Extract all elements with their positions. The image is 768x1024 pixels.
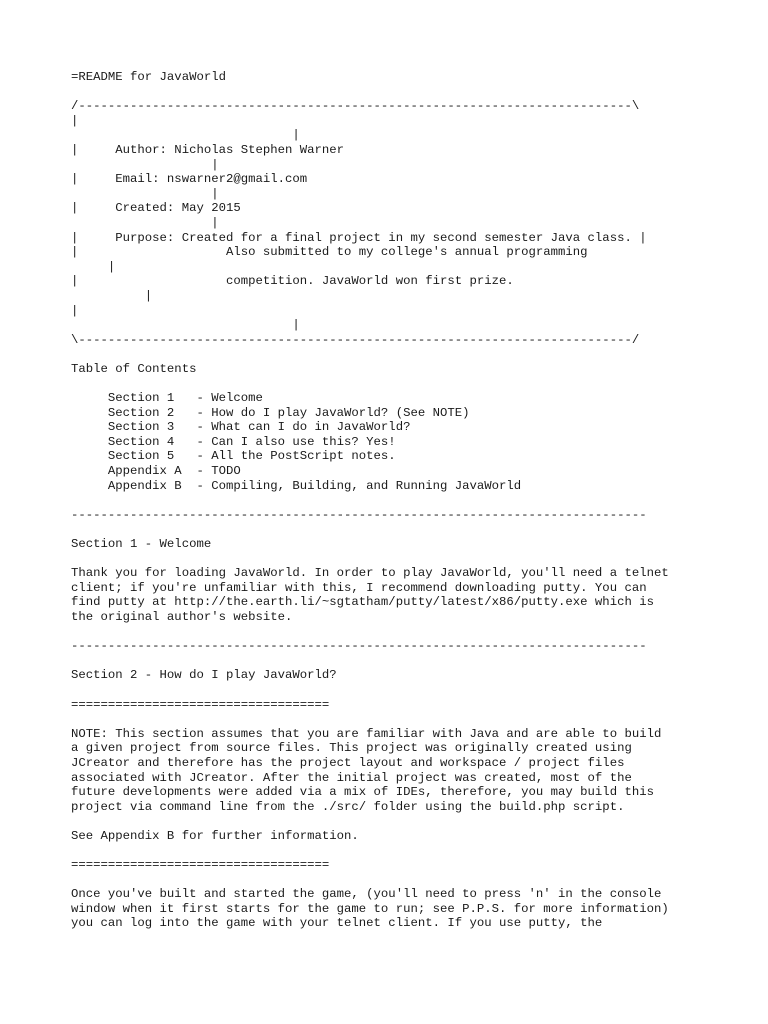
document-line: /---------------------------------------------------------------------------\ (71, 99, 640, 114)
document-line: | (71, 113, 79, 128)
document-line: | (71, 186, 219, 201)
document-line: Section 4 - Can I also use this? Yes! (71, 434, 396, 449)
document-line: \---------------------------------------------------------------------------/ (71, 332, 640, 347)
document-line: | (71, 259, 116, 274)
document-line: | Created: May 2015 (71, 201, 241, 216)
document-line: Once you've built and started the game, (you'll need to press 'n' in the console (71, 887, 662, 902)
document-line: Appendix B - Compiling, Building, and Running JavaWorld (71, 478, 522, 493)
document-line: | Email: nswarner2@gmail.com (71, 172, 308, 187)
document-line: JCreator and therefore has the project layout and workspace / project files (71, 755, 625, 770)
document-line: Section 5 - All the PostScript notes. (71, 449, 396, 464)
document-line: future developments were added via a mix of IDEs, therefore, you may build this (71, 785, 654, 800)
document-line: Section 3 - What can I do in JavaWorld? (71, 420, 411, 435)
document-line: Section 2 - How do I play JavaWorld? (See NOTE) (71, 405, 470, 420)
document-line: | (71, 288, 153, 303)
document-line: associated with JCreator. After the initial project was created, most of the (71, 770, 632, 785)
document-line (71, 654, 761, 669)
document-line: | competition. JavaWorld won first prize. (71, 274, 514, 289)
document-line: project via command line from the ./src/ folder using the build.php script. (71, 799, 625, 814)
document-line (71, 683, 761, 698)
document-line: Thank you for loading JavaWorld. In order to play JavaWorld, you'll need a telnet (71, 566, 669, 581)
document-line: you can log into the game with your telnet client. If you use putty, the (71, 916, 603, 931)
document-line: | (71, 215, 219, 230)
document-line: | Also submitted to my college's annual programming (71, 245, 588, 260)
document-line (71, 873, 761, 888)
document-line: window when it first starts for the game to run; see P.P.S. for more information) (71, 901, 669, 916)
document-line: =README for JavaWorld (71, 70, 226, 84)
document-line: ------------------------------------------------------------------------------ (71, 639, 647, 654)
document-line: Section 2 - How do I play JavaWorld? (71, 668, 337, 683)
document-line: | (71, 303, 79, 318)
document-line: | Author: Nicholas Stephen Warner (71, 142, 345, 157)
document-line: | (71, 318, 300, 333)
document-line: See Appendix B for further information. (71, 828, 359, 843)
document-line: NOTE: This section assumes that you are familiar with Java and are able to build (71, 726, 662, 741)
document-line (71, 552, 761, 567)
document-line: ------------------------------------------------------------------------------ (71, 507, 647, 522)
document-line (71, 625, 761, 640)
document-line: =================================== (71, 697, 330, 712)
document-line (71, 85, 761, 100)
document-line: | (71, 157, 219, 172)
document-line: the original author's website. (71, 609, 293, 624)
document-line (71, 376, 761, 391)
document-body (71, 70, 761, 931)
document-line (71, 814, 761, 829)
document-line (71, 712, 761, 727)
document-line: Section 1 - Welcome (71, 391, 263, 406)
document-line: a given project from source files. This project was originally created using (71, 741, 632, 756)
document-line: | Purpose: Created for a final project in my second semester Java class. | (71, 230, 647, 245)
document-line: Appendix A - TODO (71, 464, 241, 479)
document-line (71, 347, 761, 362)
document-line: find putty at http://the.earth.li/~sgtatham/putty/latest/x86/putty.exe which is (71, 595, 654, 610)
document-line: | (71, 128, 300, 143)
document-line: client; if you're unfamiliar with this, I recommend downloading putty. You can (71, 580, 647, 595)
document-line: Section 1 - Welcome (71, 537, 212, 551)
document-line (71, 493, 761, 508)
document-line (71, 522, 761, 537)
document-line (71, 843, 761, 858)
document-line: =================================== (71, 858, 330, 873)
document-line: Table of Contents (71, 361, 197, 376)
